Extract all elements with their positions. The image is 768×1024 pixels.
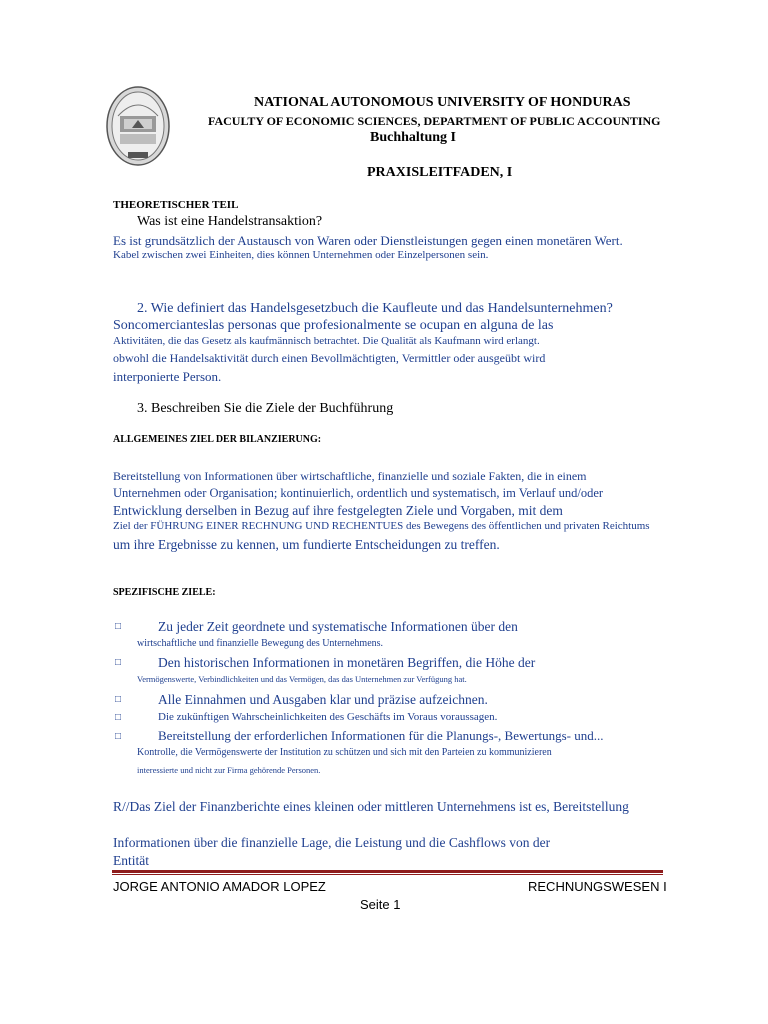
answer-line-2: Informationen über die finanzielle Lage, die Leistung und die Cashflows von der: [113, 835, 551, 850]
bullet-icon: □: [115, 694, 122, 705]
bullet-icon: □: [115, 621, 122, 632]
question-2: 2. Wie definiert das Handelsgesetzbuch die Kaufleute und das Handelsunternehmen?: [137, 301, 613, 316]
theory-heading: THEORETISCHER TEIL: [113, 199, 239, 211]
footer-author: JORGE ANTONIO AMADOR LOPEZ: [113, 879, 326, 894]
specific-goal-5-sub: Kontrolle, die Vermögenswerte der Institution zu schützen und sich mit den Parteien zu kommunizieren: [137, 747, 552, 758]
faculty-name: FACULTY OF ECONOMIC SCIENCES, DEPARTMENT OF PUBLIC ACCOUNTING: [208, 114, 661, 128]
footer-rule: [112, 870, 663, 873]
bullet-icon: □: [115, 731, 122, 742]
footer-subject: RECHNUNGSWESEN I: [528, 879, 667, 894]
answer-1-line-2: Kabel zwischen zwei Einheiten, dies können Unternehmen oder Einzelpersonen sein.: [113, 249, 489, 261]
answer-2-line-2: Aktivitäten, die das Gesetz als kaufmännisch betrachtet. Die Qualität als Kaufmann wird erlangt.: [113, 335, 540, 347]
answer-2-line-1: Soncomercianteslas personas que profesionalmente se ocupan en alguna de las: [113, 318, 554, 333]
specific-goal-2-sub: Vermögenswerte, Verbindlichkeiten und das Vermögen, das das Unternehmen zur Verfügung hat.: [137, 674, 467, 684]
question-1: Was ist eine Handelstransaktion?: [137, 214, 323, 229]
bullet-icon: □: [115, 657, 122, 668]
document-title: PRAXISLEITFADEN, I: [367, 165, 513, 180]
general-goal-line-5: um ihre Ergebnisse zu kennen, um fundierte Entscheidungen zu treffen.: [113, 537, 500, 552]
general-goal-line-4: Ziel der FÜHRUNG EINER RECHNUNG UND RECHENTUES des Bewegens des öffentlichen und privaten Reichtums: [113, 520, 650, 532]
answer-2-line-3: obwohl die Handelsaktivität durch einen Bevollmächtigten, Vermittler oder ausgeübt wird: [113, 351, 546, 365]
specific-goal-4: Die zukünftigen Wahrscheinlichkeiten des Geschäfts im Voraus voraussagen.: [158, 711, 498, 723]
specific-goals-heading: SPEZIFISCHE ZIELE:: [113, 587, 216, 598]
answer-1-line-1: Es ist grundsätzlich der Austausch von Waren oder Dienstleistungen gegen einen monetären Wert.: [113, 233, 623, 248]
general-goal-line-3: Entwicklung derselben in Bezug auf ihre festgelegten Ziele und Vorgaben, mit dem: [113, 503, 563, 518]
general-goal-heading: ALLGEMEINES ZIEL DER BILANZIERUNG:: [113, 434, 322, 445]
answer-line-3: Entität: [113, 853, 149, 868]
specific-goal-3: Alle Einnahmen und Ausgaben klar und präzise aufzeichnen.: [158, 692, 488, 707]
question-3: 3. Beschreiben Sie die Ziele der Buchführung: [137, 401, 394, 416]
specific-goal-5-sub-2: interessierte und nicht zur Firma gehörende Personen.: [137, 765, 321, 775]
course-name: Buchhaltung I: [370, 130, 456, 145]
footer-rule-thin: [112, 874, 663, 875]
specific-goal-2: Den historischen Informationen in monetären Begriffen, die Höhe der: [158, 655, 536, 670]
answer-2-line-4: interponierte Person.: [113, 369, 222, 384]
answer-line-1: R//Das Ziel der Finanzberichte eines kleinen oder mittleren Unternehmens ist es, Bereitstellung: [113, 799, 629, 814]
general-goal-line-2: Unternehmen oder Organisation; kontinuierlich, ordentlich und systematisch, im Verlauf und/oder: [113, 486, 604, 500]
university-name: NATIONAL AUTONOMOUS UNIVERSITY OF HONDURAS: [254, 95, 631, 110]
page-number: Seite 1: [360, 897, 401, 912]
specific-goal-5: Bereitstellung der erforderlichen Informationen für die Planungs-, Bewertungs- und...: [158, 728, 604, 743]
general-goal-line-1: Bereitstellung von Informationen über wirtschaftliche, finanzielle und soziale Fakten, die in einem: [113, 469, 587, 483]
specific-goal-1-sub: wirtschaftliche und finanzielle Bewegung des Unternehmens.: [137, 638, 384, 649]
bullet-icon: □: [115, 712, 122, 723]
specific-goal-1: Zu jeder Zeit geordnete und systematische Informationen über den: [158, 619, 518, 634]
university-seal-logo: [106, 86, 170, 166]
